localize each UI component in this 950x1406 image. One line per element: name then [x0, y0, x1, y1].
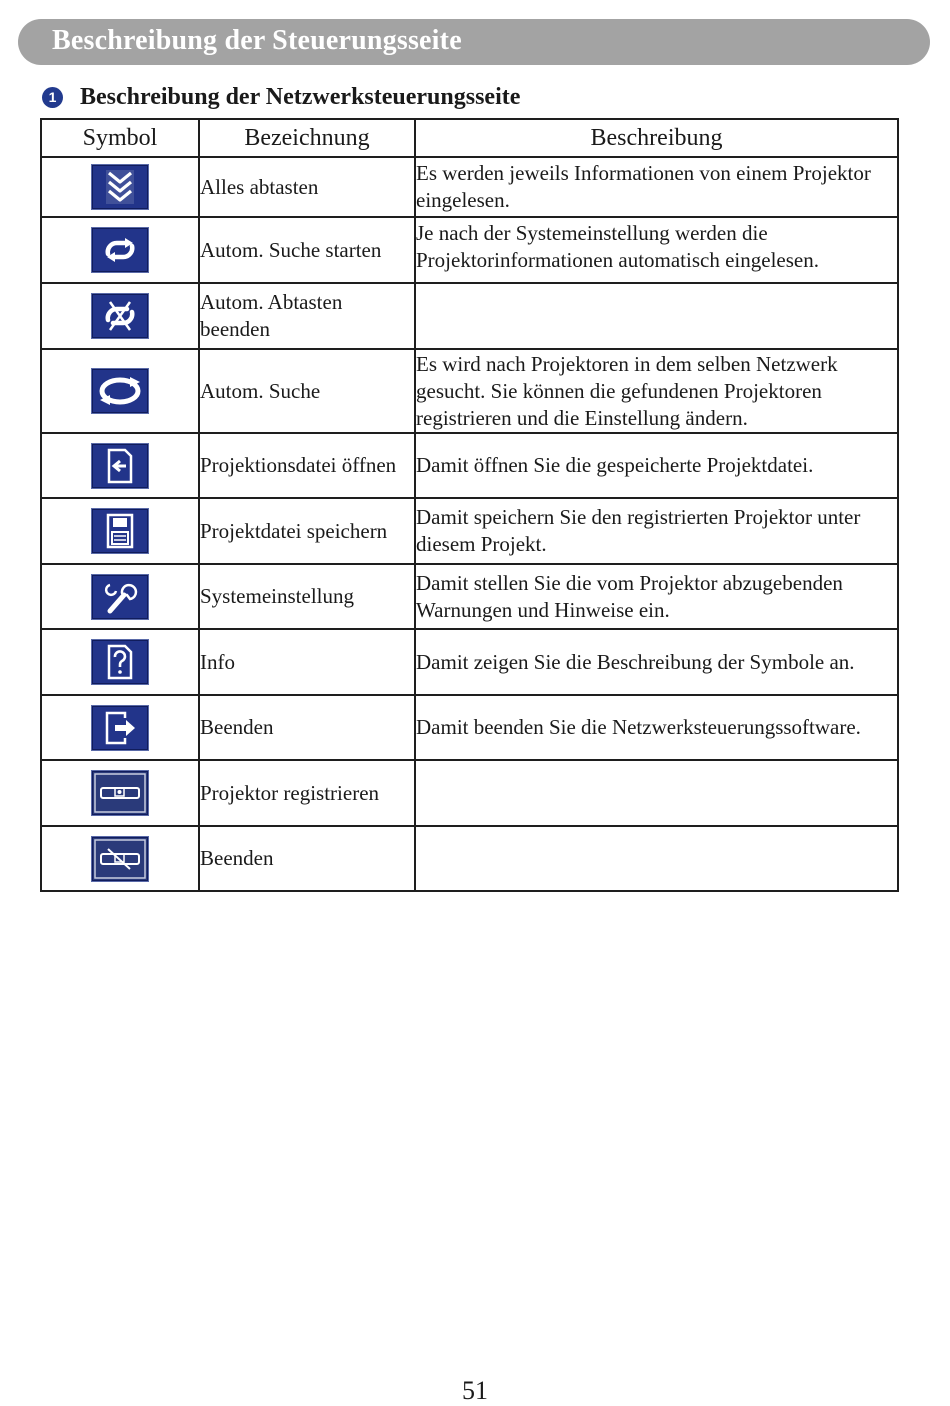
- symbol-cell: [41, 826, 199, 891]
- description-cell: Es werden jeweils Informationen von einem Projektor eingelesen.: [415, 157, 898, 217]
- name-cell: Autom. Abtasten beenden: [199, 283, 415, 349]
- name-cell: Autom. Suche: [199, 349, 415, 433]
- description-cell: Damit stellen Sie die vom Projektor abzugebenden Warnungen und Hinweise ein.: [415, 564, 898, 629]
- name-cell: Projektdatei speichern: [199, 498, 415, 564]
- column-header-description: Beschreibung: [415, 119, 898, 157]
- description-cell: Je nach der Systemeinstellung werden die Projektorinformationen automatisch eingelesen.: [415, 217, 898, 283]
- help-icon: [91, 639, 149, 685]
- symbol-cell: [41, 498, 199, 564]
- table-row: [41, 629, 898, 695]
- description-cell: [415, 283, 898, 349]
- chevrons-down-icon: [91, 164, 149, 210]
- column-header-symbol: Symbol: [41, 119, 199, 157]
- section-heading: [42, 82, 520, 112]
- table-header-row: [41, 119, 898, 157]
- section-number-bullet: 1: [42, 87, 63, 108]
- symbol-cell: [41, 695, 199, 760]
- table-row: [41, 283, 898, 349]
- description-cell: [415, 760, 898, 826]
- table-row: [41, 433, 898, 498]
- table-row: [41, 695, 898, 760]
- projector-remove-icon: [91, 836, 149, 882]
- name-cell: Info: [199, 629, 415, 695]
- projector-register-icon: [91, 770, 149, 816]
- table-row: [41, 826, 898, 891]
- name-cell: Systemeinstellung: [199, 564, 415, 629]
- table-row: [41, 217, 898, 283]
- description-cell: Es wird nach Projektoren in dem selben Netzwerk gesucht. Sie können die gefundenen Projektoren registrieren und die Einstellung ändern.: [415, 349, 898, 433]
- symbol-cell: [41, 157, 199, 217]
- table-row: [41, 498, 898, 564]
- page-number: 51: [462, 1376, 488, 1405]
- table-row: [41, 157, 898, 217]
- refresh-search-icon: [91, 368, 149, 414]
- symbol-cell: [41, 433, 199, 498]
- save-file-icon: [91, 508, 149, 554]
- exit-icon: [91, 705, 149, 751]
- symbol-cell: [41, 760, 199, 826]
- table-row: [41, 564, 898, 629]
- symbol-cell: [41, 283, 199, 349]
- name-cell: Beenden: [199, 826, 415, 891]
- table-row: [41, 349, 898, 433]
- auto-scan-stop-icon: [91, 293, 149, 339]
- auto-search-start-icon: [91, 227, 149, 273]
- symbol-cell: [41, 349, 199, 433]
- open-file-icon: [91, 443, 149, 489]
- table-row: [41, 760, 898, 826]
- column-header-name: Bezeichnung: [199, 119, 415, 157]
- name-cell: Alles abtasten: [199, 157, 415, 217]
- description-cell: Damit zeigen Sie die Beschreibung der Symbole an.: [415, 629, 898, 695]
- name-cell: Projektionsdatei öffnen: [199, 433, 415, 498]
- symbol-table: [40, 118, 899, 892]
- page-header-bar: [18, 19, 930, 65]
- symbol-cell: [41, 629, 199, 695]
- description-cell: [415, 826, 898, 891]
- description-cell: Damit speichern Sie den registrierten Projektor unter diesem Projekt.: [415, 498, 898, 564]
- section-title: Beschreibung der Netzwerksteuerungsseite: [80, 83, 521, 110]
- page-header-title: Beschreibung der Steuerungsseite: [52, 25, 462, 56]
- name-cell: Projektor registrieren: [199, 760, 415, 826]
- description-cell: Damit beenden Sie die Netzwerksteuerungssoftware.: [415, 695, 898, 760]
- description-cell: Damit öffnen Sie die gespeicherte Projektdatei.: [415, 433, 898, 498]
- symbol-cell: [41, 217, 199, 283]
- name-cell: Beenden: [199, 695, 415, 760]
- wrench-icon: [91, 574, 149, 620]
- name-cell: Autom. Suche starten: [199, 217, 415, 283]
- symbol-cell: [41, 564, 199, 629]
